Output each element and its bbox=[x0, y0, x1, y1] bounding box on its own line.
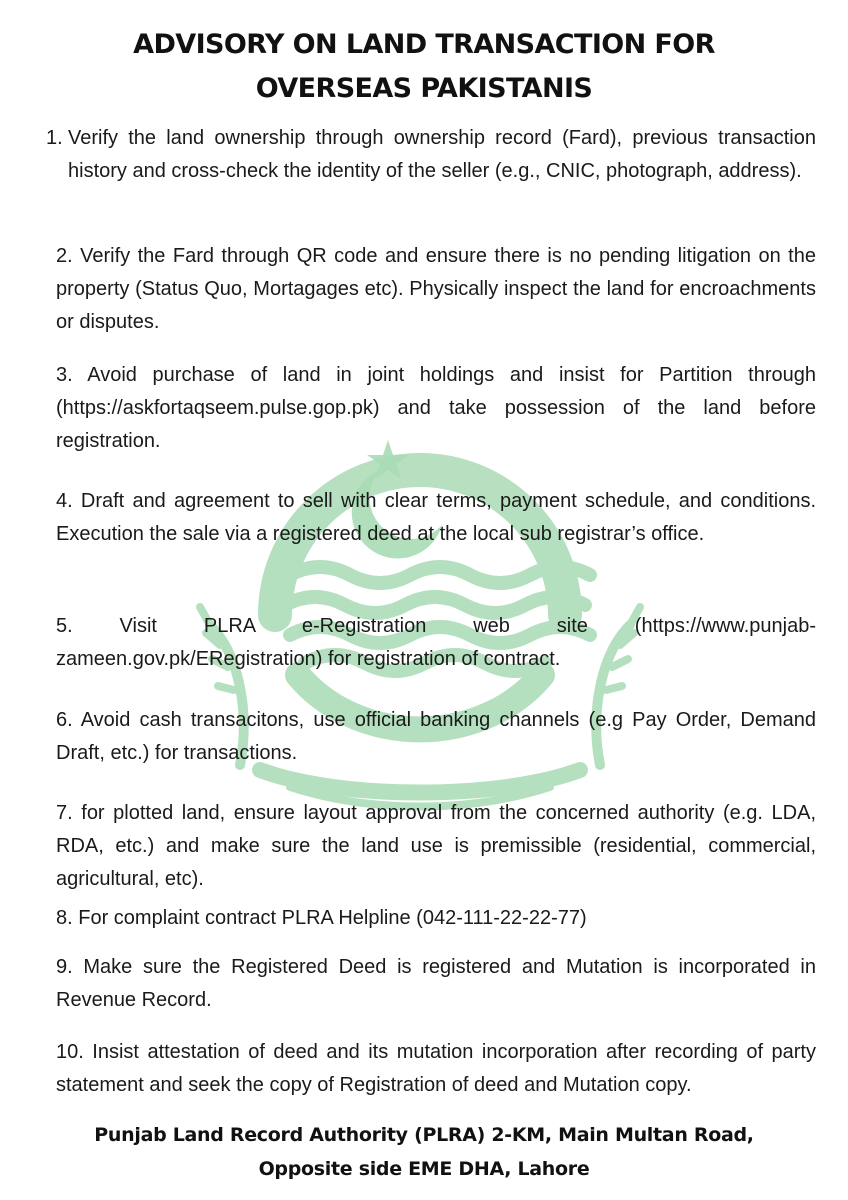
advisory-item-2: 2. Verify the Fard through QR code and ensure there is no pending litigation on the property (Status Quo, Mortagages etc). Physically inspect the land for encroachments or disputes. bbox=[56, 245, 816, 333]
advisory-item-7: 7. for plotted land, ensure layout approval from the concerned authority (e.g. LDA, RDA, etc.) and make sure the land use is premissible (residential, commercial, agricultural, etc). bbox=[56, 802, 816, 890]
footer-address-line-2: Opposite side EME DHA, Lahore bbox=[258, 1158, 590, 1180]
advisory-item-9: 9. Make sure the Registered Deed is registered and Mutation is incorporated in Revenue Record. bbox=[56, 956, 816, 1011]
advisory-item-8: 8. For complaint contract PLRA Helpline (042-111-22-22-77) bbox=[56, 907, 587, 929]
page-title-line-2: OVERSEAS PAKISTANIS bbox=[255, 73, 593, 104]
advisory-item-1: Verify the land ownership through ownership record (Fard), previous transaction history and cross-check the identity of the seller (e.g., CNIC, photograph, address). bbox=[68, 127, 816, 182]
item-1-number: 1. bbox=[46, 127, 63, 149]
page-title-line-1: ADVISORY ON LAND TRANSACTION FOR bbox=[133, 29, 715, 60]
advisory-item-5: 5. Visit PLRA e-Registration web site (https://www.punjab-zameen.gov.pk/ERegistration) for registration of contract. bbox=[56, 615, 816, 670]
advisory-item-6: 6. Avoid cash transacitons, use official banking channels (e.g Pay Order, Demand Draft, etc.) for transactions. bbox=[56, 709, 816, 764]
advisory-item-3: 3. Avoid purchase of land in joint holdings and insist for Partition through (https://askfortaqseem.pulse.gop.pk) and take possession of the land before registration. bbox=[56, 364, 816, 452]
advisory-item-10: 10. Insist attestation of deed and its mutation incorporation after recording of party statement and seek the copy of Registration of deed and Mutation copy. bbox=[56, 1041, 816, 1096]
advisory-item-4: 4. Draft and agreement to sell with clear terms, payment schedule, and conditions. Execution the sale via a registered deed at the local sub registrar’s office. bbox=[56, 490, 816, 545]
footer-address-line-1: Punjab Land Record Authority (PLRA) 2-KM, Main Multan Road, bbox=[94, 1124, 754, 1146]
